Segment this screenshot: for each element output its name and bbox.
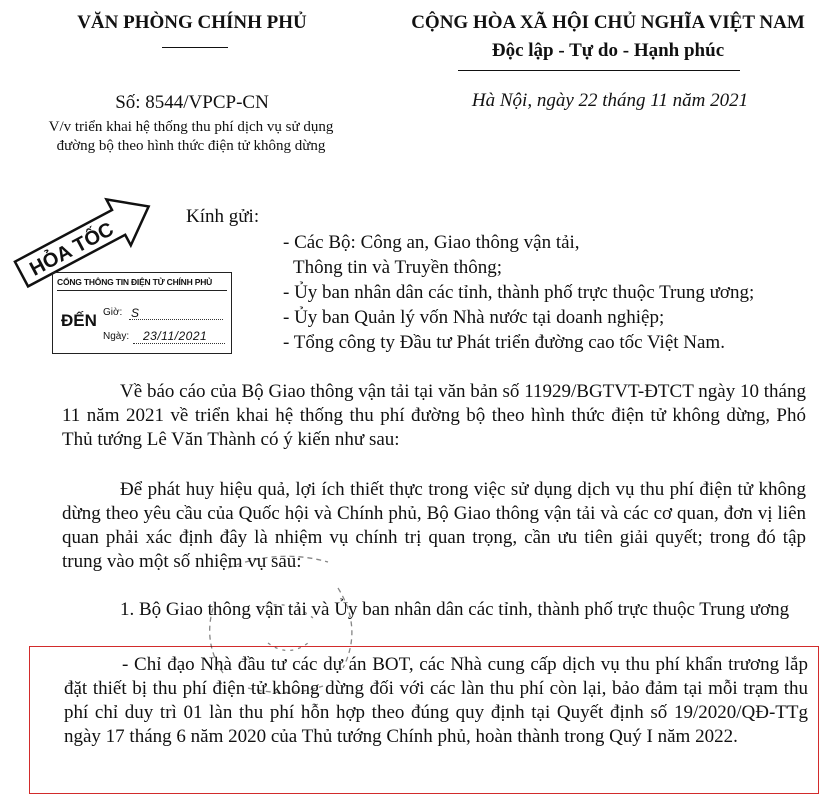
urgent-stamp-text: HỎA TỐC: [26, 218, 118, 281]
stamp-time-label: Giờ:: [103, 307, 123, 318]
stamp-header: CỔNG THÔNG TIN ĐIỆN TỬ CHÍNH PHỦ: [57, 277, 227, 291]
recipient-item: - Ủy ban nhân dân các tỉnh, thành phố trực thuộc Trung ương;: [283, 282, 755, 303]
organization-underline: [162, 47, 228, 48]
stamp-date-value: 23/11/2021: [143, 329, 208, 343]
body-paragraph-1: Về báo cáo của Bộ Giao thông vận tải tại văn bản số 11929/BGTVT-ĐTCT ngày 10 tháng 11 năm 2021 về triển khai hệ thống thu phí đường bộ theo hình thức điện tử không dừng, Phó Thủ tướng Lê Văn Thành có ý kiến như sau:: [62, 381, 806, 450]
highlight-box: [29, 646, 819, 794]
motto-underline: [458, 70, 740, 71]
body-paragraph-2: Để phát huy hiệu quả, lợi ích thiết thực trong việc sử dụng dịch vụ thu phí điện tử không dừng theo yêu cầu của Quốc hội và Chính phủ, Bộ Giao thông vận tải và các cơ quan, đơn vị liên quan phải xác định đây là nhiệm vụ chính trị quan trọng, cần ưu tiên giải quyết; trong đó tập trung vào một số nhiệm vụ sau:: [62, 479, 806, 572]
issuing-organization: VĂN PHÒNG CHÍNH PHỦ: [77, 12, 307, 33]
stamp-date-dotted-line: [133, 343, 225, 344]
recipient-item: Thông tin và Truyền thông;: [293, 257, 503, 278]
stamp-date-label: Ngày:: [103, 331, 130, 342]
body-paragraph-3: 1. Bộ Giao thông vận tải và Ủy ban nhân dân các tỉnh, thành phố trực thuộc Trung ương: [120, 599, 790, 620]
greeting: Kính gửi:: [186, 206, 260, 227]
recipient-item: - Ủy ban Quản lý vốn Nhà nước tại doanh nghiệp;: [283, 307, 665, 328]
subject-line-1: V/v triển khai hệ thống thu phí dịch vụ sử dụng: [48, 119, 334, 135]
stamp-den-label: ĐẾN: [61, 311, 97, 330]
national-title: CỘNG HÒA XÃ HỘI CHỦ NGHĨA VIỆT NAM: [411, 12, 805, 33]
received-stamp: [52, 272, 232, 354]
subject-line-2: đường bộ theo hình thức điện tử không dừng: [56, 138, 326, 154]
recipient-item: - Tổng công ty Đầu tư Phát triển đường cao tốc Việt Nam.: [283, 332, 725, 353]
stamp-time-dotted-line: [129, 319, 223, 320]
place-and-date: Hà Nội, ngày 22 tháng 11 năm 2021: [471, 90, 749, 111]
national-motto: Độc lập - Tự do - Hạnh phúc: [491, 40, 725, 61]
document-subject: [22, 118, 360, 156]
highlighted-paragraph: - Chỉ đạo Nhà đầu tư các dự án BOT, các Nhà cung cấp dịch vụ thu phí khẩn trương lắp đặt thiết bị thu phí điện tử không dừng đối với các làn thu phí còn lại, bảo đảm tại mỗi trạm thu phí chỉ duy trì 01 làn thu phí hỗn hợp theo đúng quy định tại Quyết định số 19/2020/QĐ-TTg ngày 17 tháng 6 năm 2020 của Thủ tướng Chính phủ, hoàn thành trong Quý I năm 2022.: [64, 654, 808, 747]
stamp-time-value: S: [131, 306, 141, 320]
document-number: Số: 8544/VPCP-CN: [115, 92, 269, 113]
recipient-item: - Các Bộ: Công an, Giao thông vận tải,: [283, 232, 580, 253]
